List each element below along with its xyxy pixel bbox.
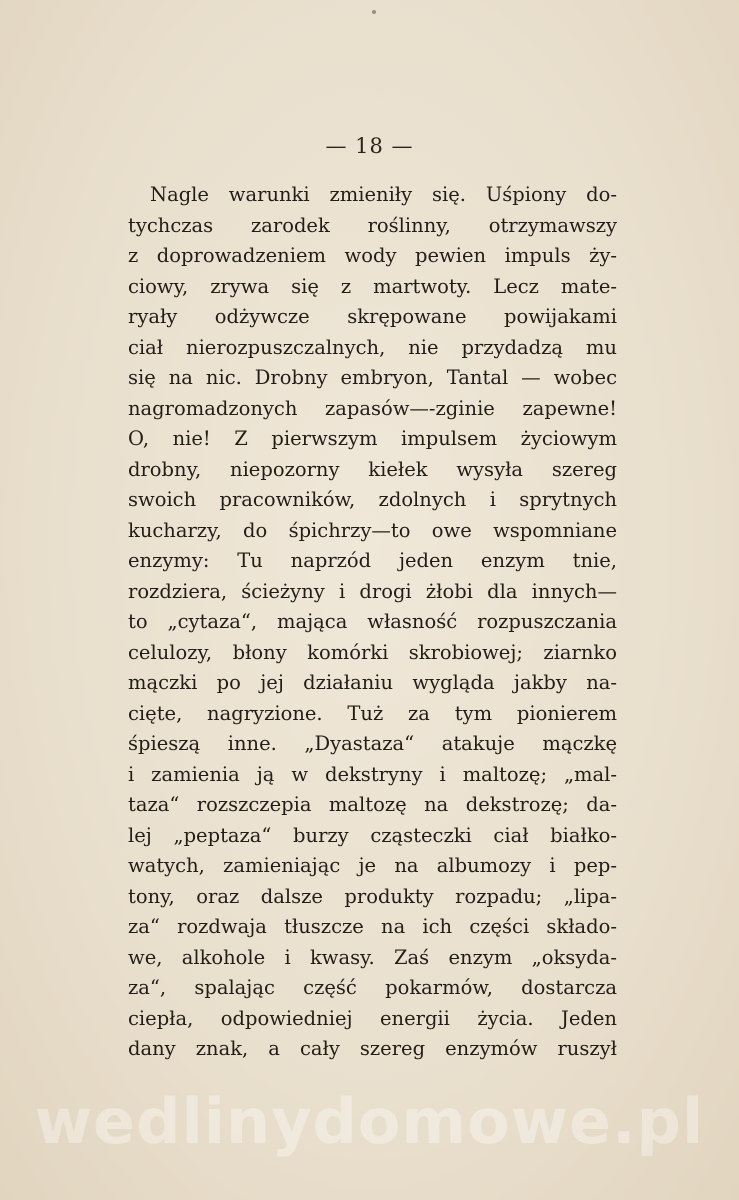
text-line: za“, spalając część pokarmów, dostarcza [128,976,617,999]
text-line: kucharzy, do śpichrzy—to owe wspomniane [128,518,617,542]
text-line: lej „peptaza“ burzy cząsteczki ciał białko- [128,823,617,847]
text-line: rozdziera, ścieżyny i drogi żłobi dla innych— [128,579,617,603]
text-line: ciepła, odpowiedniej energii życia. Jeden [128,1006,617,1030]
body-text [128,180,617,1065]
text-line: cięte, nagryzione. Tuż za tym pionierem [128,701,617,725]
text-line: O, nie! Z pierwszym impulsem życiowym [128,427,617,450]
print-speck [372,10,376,14]
text-line: ciowy, zrywa się z martwoty. Lecz mate- [128,274,617,298]
watermark: wedlinydomowe.pl [34,1085,705,1158]
text-line: mączki po jej działaniu wygląda jakby na- [128,671,617,694]
text-line: dany znak, a cały szereg enzymów ruszył [128,1037,617,1060]
text-line: enzymy: Tu naprzód jeden enzym tnie, [128,549,617,572]
text-line: ryały odżywcze skrępowane powijakami [128,305,617,328]
text-line: się na nic. Drobny embryon, Tantal — wobec [128,366,617,389]
text-line: we, alkohole i kwasy. Zaś enzym „oksyda- [128,945,617,969]
text-line: celulozy, błony komórki skrobiowej; ziarnko [128,640,617,664]
text-line: taza“ rozszczepia maltozę na dekstrozę; da- [128,793,617,816]
page-number: — 18 — [325,134,414,158]
text-line: swoich pracowników, zdolnych i sprytnych [128,488,617,511]
text-line: tony, oraz dalsze produkty rozpadu; „lipa- [128,884,617,908]
text-line: śpieszą inne. „Dyastaza“ atakuje mączkę [128,732,617,755]
text-line: z doprowadzeniem wody pewien impuls ży- [128,244,617,267]
text-line: tychczas zarodek roślinny, otrzymawszy [128,213,617,237]
text-line: Nagle warunki zmieniły się. Uśpiony do- [150,183,617,206]
text-line: ciał nierozpuszczalnych, nie przydadzą mu [128,335,617,359]
text-line: drobny, niepozorny kiełek wysyła szereg [128,457,617,481]
text-line: to „cytaza“, mająca własność rozpuszczania [128,610,617,633]
text-line: watych, zamieniając je na albumozy i pep- [128,854,617,877]
text-line: za“ rozdwaja tłuszcze na ich części składo- [128,915,617,938]
text-line: nagromadzonych zapasów—-zginie zapewne! [128,396,617,420]
text-line: i zamienia ją w dekstryny i maltozę; „mal- [128,762,617,786]
